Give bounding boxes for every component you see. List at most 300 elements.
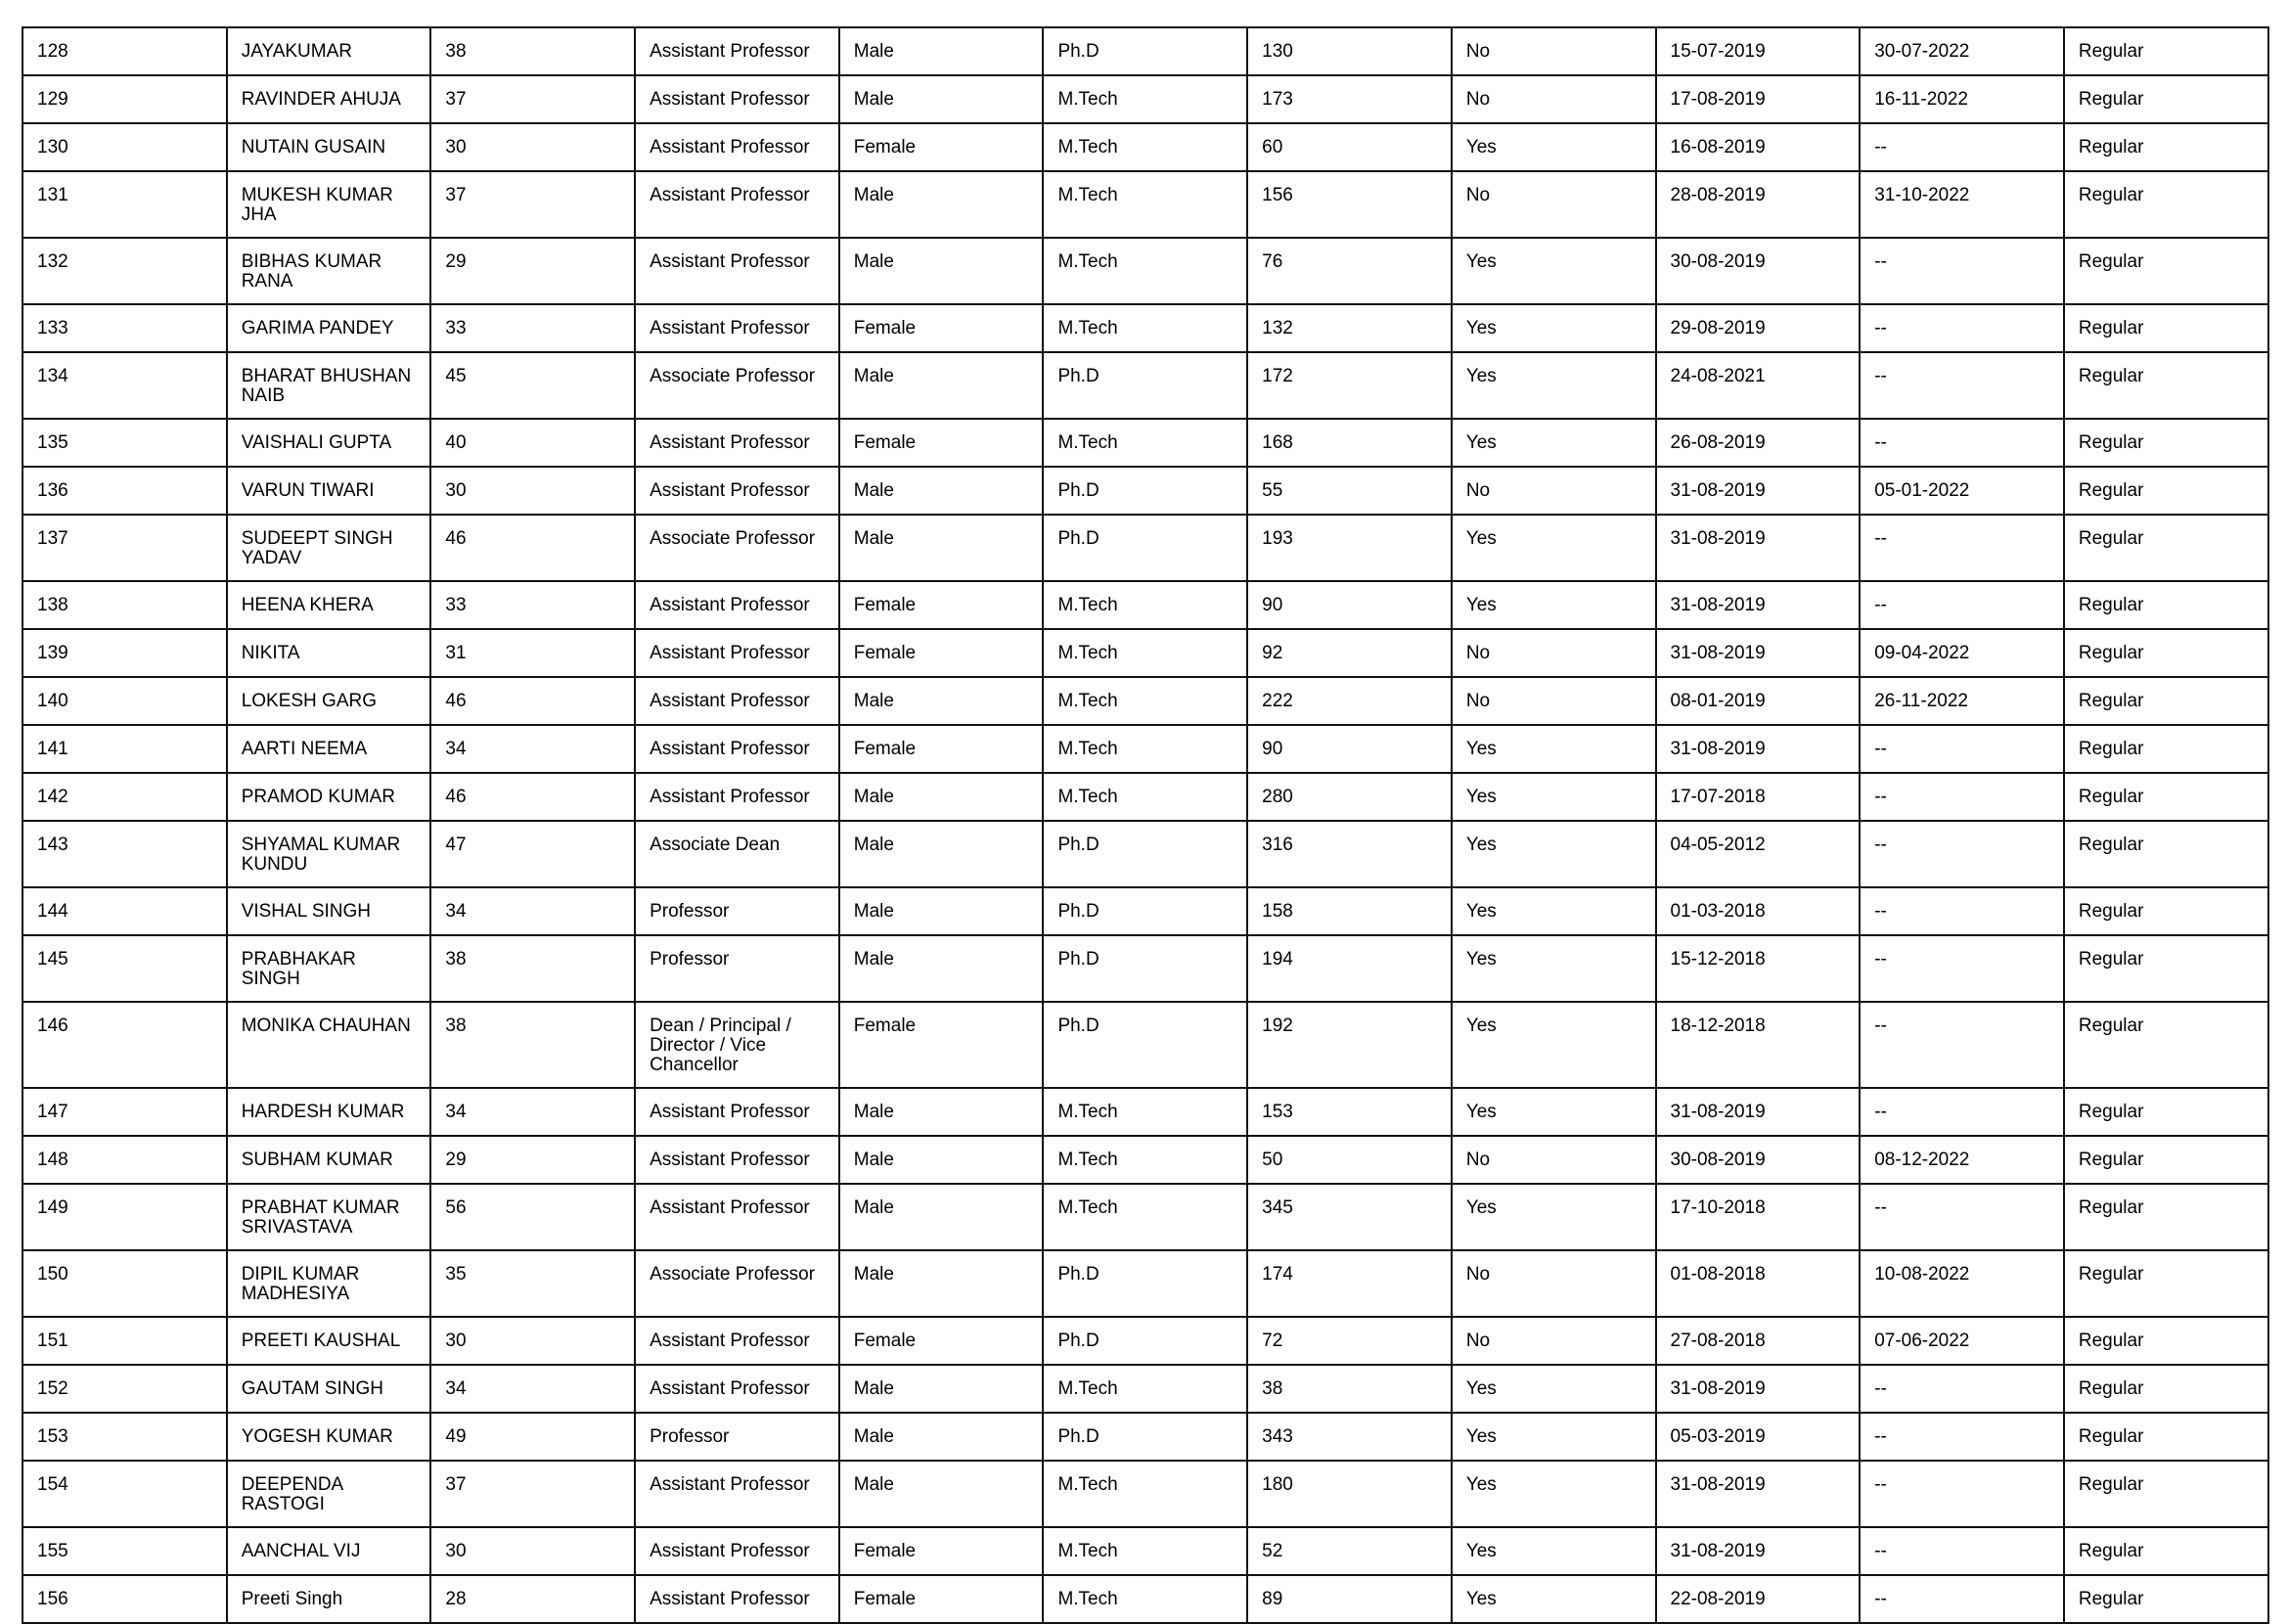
- leaving-date-cell: 30-07-2022: [1860, 27, 2064, 75]
- faculty-name-cell: VISHAL SINGH: [227, 887, 431, 935]
- table-row: [22, 1461, 2268, 1527]
- currently-working-cell: Yes: [1452, 1413, 1656, 1461]
- currently-working-cell: Yes: [1452, 1461, 1656, 1527]
- table-row: [22, 1575, 2268, 1623]
- experience-months-cell: 60: [1247, 123, 1452, 171]
- leaving-date-cell: --: [1860, 935, 2064, 1002]
- age-cell: 33: [430, 581, 635, 629]
- faculty-name-cell: MUKESH KUMAR JHA: [227, 171, 431, 238]
- faculty-name-cell: GAUTAM SINGH: [227, 1365, 431, 1413]
- experience-months-cell: 168: [1247, 419, 1452, 467]
- table-row: [22, 304, 2268, 352]
- experience-months-cell: 89: [1247, 1575, 1452, 1623]
- gender-cell: Female: [839, 1527, 1044, 1575]
- experience-months-cell: 90: [1247, 581, 1452, 629]
- faculty-name-cell: DIPIL KUMAR MADHESIYA: [227, 1250, 431, 1317]
- serial-number-cell: 137: [22, 515, 227, 581]
- nature-of-association-cell: Regular: [2064, 123, 2268, 171]
- table-row: [22, 238, 2268, 304]
- experience-months-cell: 194: [1247, 935, 1452, 1002]
- table-row: [22, 725, 2268, 773]
- qualification-cell: M.Tech: [1043, 304, 1247, 352]
- table-row: [22, 821, 2268, 887]
- qualification-cell: M.Tech: [1043, 581, 1247, 629]
- gender-cell: Male: [839, 1250, 1044, 1317]
- serial-number-cell: 155: [22, 1527, 227, 1575]
- table-row: [22, 629, 2268, 677]
- nature-of-association-cell: Regular: [2064, 304, 2268, 352]
- leaving-date-cell: --: [1860, 887, 2064, 935]
- joining-date-cell: 31-08-2019: [1656, 725, 1861, 773]
- designation-cell: Associate Dean: [635, 821, 839, 887]
- gender-cell: Female: [839, 581, 1044, 629]
- experience-months-cell: 38: [1247, 1365, 1452, 1413]
- table-row: [22, 1088, 2268, 1136]
- designation-cell: Assistant Professor: [635, 75, 839, 123]
- qualification-cell: M.Tech: [1043, 1527, 1247, 1575]
- designation-cell: Assistant Professor: [635, 725, 839, 773]
- currently-working-cell: Yes: [1452, 725, 1656, 773]
- currently-working-cell: No: [1452, 27, 1656, 75]
- serial-number-cell: 135: [22, 419, 227, 467]
- age-cell: 40: [430, 419, 635, 467]
- designation-cell: Assistant Professor: [635, 1365, 839, 1413]
- joining-date-cell: 28-08-2019: [1656, 171, 1861, 238]
- joining-date-cell: 31-08-2019: [1656, 629, 1861, 677]
- nature-of-association-cell: Regular: [2064, 1317, 2268, 1365]
- qualification-cell: M.Tech: [1043, 1136, 1247, 1184]
- nature-of-association-cell: Regular: [2064, 1136, 2268, 1184]
- gender-cell: Male: [839, 1461, 1044, 1527]
- leaving-date-cell: 05-01-2022: [1860, 467, 2064, 515]
- joining-date-cell: 27-08-2018: [1656, 1317, 1861, 1365]
- age-cell: 34: [430, 1365, 635, 1413]
- nature-of-association-cell: Regular: [2064, 1250, 2268, 1317]
- designation-cell: Assistant Professor: [635, 123, 839, 171]
- table-row: [22, 1002, 2268, 1088]
- leaving-date-cell: 26-11-2022: [1860, 677, 2064, 725]
- designation-cell: Assistant Professor: [635, 419, 839, 467]
- age-cell: 31: [430, 629, 635, 677]
- gender-cell: Female: [839, 304, 1044, 352]
- serial-number-cell: 153: [22, 1413, 227, 1461]
- currently-working-cell: Yes: [1452, 515, 1656, 581]
- experience-months-cell: 90: [1247, 725, 1452, 773]
- designation-cell: Professor: [635, 1413, 839, 1461]
- nature-of-association-cell: Regular: [2064, 581, 2268, 629]
- designation-cell: Dean / Principal / Director / Vice Chancellor: [635, 1002, 839, 1088]
- qualification-cell: M.Tech: [1043, 1184, 1247, 1250]
- currently-working-cell: Yes: [1452, 304, 1656, 352]
- serial-number-cell: 128: [22, 27, 227, 75]
- currently-working-cell: No: [1452, 1250, 1656, 1317]
- nature-of-association-cell: Regular: [2064, 467, 2268, 515]
- gender-cell: Female: [839, 1317, 1044, 1365]
- currently-working-cell: No: [1452, 467, 1656, 515]
- age-cell: 35: [430, 1250, 635, 1317]
- gender-cell: Female: [839, 123, 1044, 171]
- qualification-cell: M.Tech: [1043, 677, 1247, 725]
- nature-of-association-cell: Regular: [2064, 515, 2268, 581]
- experience-months-cell: 172: [1247, 352, 1452, 419]
- leaving-date-cell: --: [1860, 238, 2064, 304]
- designation-cell: Assistant Professor: [635, 581, 839, 629]
- serial-number-cell: 149: [22, 1184, 227, 1250]
- experience-months-cell: 345: [1247, 1184, 1452, 1250]
- qualification-cell: Ph.D: [1043, 1250, 1247, 1317]
- qualification-cell: M.Tech: [1043, 1461, 1247, 1527]
- table-row: [22, 1365, 2268, 1413]
- gender-cell: Male: [839, 171, 1044, 238]
- table-row: [22, 75, 2268, 123]
- designation-cell: Professor: [635, 935, 839, 1002]
- faculty-table-body: [22, 27, 2268, 1623]
- experience-months-cell: 55: [1247, 467, 1452, 515]
- joining-date-cell: 22-08-2019: [1656, 1575, 1861, 1623]
- leaving-date-cell: --: [1860, 1461, 2064, 1527]
- designation-cell: Assistant Professor: [635, 773, 839, 821]
- qualification-cell: Ph.D: [1043, 1002, 1247, 1088]
- age-cell: 38: [430, 935, 635, 1002]
- experience-months-cell: 173: [1247, 75, 1452, 123]
- qualification-cell: Ph.D: [1043, 935, 1247, 1002]
- serial-number-cell: 156: [22, 1575, 227, 1623]
- serial-number-cell: 134: [22, 352, 227, 419]
- nature-of-association-cell: Regular: [2064, 1184, 2268, 1250]
- currently-working-cell: Yes: [1452, 238, 1656, 304]
- leaving-date-cell: --: [1860, 773, 2064, 821]
- nature-of-association-cell: Regular: [2064, 419, 2268, 467]
- qualification-cell: M.Tech: [1043, 629, 1247, 677]
- nature-of-association-cell: Regular: [2064, 352, 2268, 419]
- currently-working-cell: Yes: [1452, 773, 1656, 821]
- faculty-name-cell: LOKESH GARG: [227, 677, 431, 725]
- currently-working-cell: No: [1452, 629, 1656, 677]
- faculty-name-cell: AANCHAL VIJ: [227, 1527, 431, 1575]
- currently-working-cell: Yes: [1452, 1365, 1656, 1413]
- qualification-cell: Ph.D: [1043, 1413, 1247, 1461]
- faculty-name-cell: HARDESH KUMAR: [227, 1088, 431, 1136]
- serial-number-cell: 148: [22, 1136, 227, 1184]
- leaving-date-cell: --: [1860, 1575, 2064, 1623]
- serial-number-cell: 131: [22, 171, 227, 238]
- joining-date-cell: 01-08-2018: [1656, 1250, 1861, 1317]
- nature-of-association-cell: Regular: [2064, 773, 2268, 821]
- faculty-name-cell: SHYAMAL KUMAR KUNDU: [227, 821, 431, 887]
- currently-working-cell: Yes: [1452, 1184, 1656, 1250]
- qualification-cell: Ph.D: [1043, 821, 1247, 887]
- age-cell: 30: [430, 1317, 635, 1365]
- qualification-cell: Ph.D: [1043, 467, 1247, 515]
- joining-date-cell: 17-10-2018: [1656, 1184, 1861, 1250]
- joining-date-cell: 31-08-2019: [1656, 1365, 1861, 1413]
- age-cell: 38: [430, 1002, 635, 1088]
- nature-of-association-cell: Regular: [2064, 887, 2268, 935]
- currently-working-cell: Yes: [1452, 887, 1656, 935]
- currently-working-cell: Yes: [1452, 821, 1656, 887]
- leaving-date-cell: --: [1860, 1184, 2064, 1250]
- faculty-name-cell: BIBHAS KUMAR RANA: [227, 238, 431, 304]
- table-row: [22, 935, 2268, 1002]
- serial-number-cell: 142: [22, 773, 227, 821]
- experience-months-cell: 343: [1247, 1413, 1452, 1461]
- qualification-cell: M.Tech: [1043, 1575, 1247, 1623]
- age-cell: 28: [430, 1575, 635, 1623]
- joining-date-cell: 08-01-2019: [1656, 677, 1861, 725]
- table-row: [22, 1250, 2268, 1317]
- nature-of-association-cell: Regular: [2064, 1365, 2268, 1413]
- gender-cell: Female: [839, 1002, 1044, 1088]
- nature-of-association-cell: Regular: [2064, 935, 2268, 1002]
- gender-cell: Male: [839, 1136, 1044, 1184]
- currently-working-cell: Yes: [1452, 1527, 1656, 1575]
- experience-months-cell: 316: [1247, 821, 1452, 887]
- age-cell: 29: [430, 1136, 635, 1184]
- leaving-date-cell: 10-08-2022: [1860, 1250, 2064, 1317]
- qualification-cell: M.Tech: [1043, 725, 1247, 773]
- nature-of-association-cell: Regular: [2064, 1527, 2268, 1575]
- designation-cell: Assistant Professor: [635, 1575, 839, 1623]
- table-row: [22, 581, 2268, 629]
- faculty-name-cell: NUTAIN GUSAIN: [227, 123, 431, 171]
- gender-cell: Female: [839, 419, 1044, 467]
- gender-cell: Male: [839, 1184, 1044, 1250]
- joining-date-cell: 29-08-2019: [1656, 304, 1861, 352]
- joining-date-cell: 15-12-2018: [1656, 935, 1861, 1002]
- designation-cell: Assistant Professor: [635, 27, 839, 75]
- gender-cell: Male: [839, 1088, 1044, 1136]
- table-row: [22, 1413, 2268, 1461]
- qualification-cell: Ph.D: [1043, 515, 1247, 581]
- age-cell: 37: [430, 171, 635, 238]
- serial-number-cell: 154: [22, 1461, 227, 1527]
- gender-cell: Male: [839, 935, 1044, 1002]
- table-row: [22, 1527, 2268, 1575]
- currently-working-cell: No: [1452, 75, 1656, 123]
- gender-cell: Male: [839, 1365, 1044, 1413]
- qualification-cell: M.Tech: [1043, 238, 1247, 304]
- serial-number-cell: 136: [22, 467, 227, 515]
- age-cell: 30: [430, 467, 635, 515]
- joining-date-cell: 31-08-2019: [1656, 467, 1861, 515]
- age-cell: 34: [430, 1088, 635, 1136]
- nature-of-association-cell: Regular: [2064, 821, 2268, 887]
- joining-date-cell: 15-07-2019: [1656, 27, 1861, 75]
- age-cell: 46: [430, 515, 635, 581]
- faculty-name-cell: SUBHAM KUMAR: [227, 1136, 431, 1184]
- qualification-cell: M.Tech: [1043, 1365, 1247, 1413]
- age-cell: 46: [430, 773, 635, 821]
- currently-working-cell: Yes: [1452, 935, 1656, 1002]
- nature-of-association-cell: Regular: [2064, 75, 2268, 123]
- faculty-name-cell: JAYAKUMAR: [227, 27, 431, 75]
- leaving-date-cell: 31-10-2022: [1860, 171, 2064, 238]
- leaving-date-cell: --: [1860, 1527, 2064, 1575]
- faculty-name-cell: VAISHALI GUPTA: [227, 419, 431, 467]
- designation-cell: Assistant Professor: [635, 1461, 839, 1527]
- joining-date-cell: 17-08-2019: [1656, 75, 1861, 123]
- table-row: [22, 352, 2268, 419]
- currently-working-cell: No: [1452, 1136, 1656, 1184]
- leaving-date-cell: --: [1860, 821, 2064, 887]
- serial-number-cell: 145: [22, 935, 227, 1002]
- nature-of-association-cell: Regular: [2064, 1413, 2268, 1461]
- serial-number-cell: 130: [22, 123, 227, 171]
- faculty-name-cell: PRABHAKAR SINGH: [227, 935, 431, 1002]
- table-row: [22, 1184, 2268, 1250]
- leaving-date-cell: 09-04-2022: [1860, 629, 2064, 677]
- experience-months-cell: 192: [1247, 1002, 1452, 1088]
- nature-of-association-cell: Regular: [2064, 1575, 2268, 1623]
- table-row: [22, 171, 2268, 238]
- leaving-date-cell: --: [1860, 581, 2064, 629]
- faculty-name-cell: AARTI NEEMA: [227, 725, 431, 773]
- gender-cell: Female: [839, 725, 1044, 773]
- serial-number-cell: 138: [22, 581, 227, 629]
- leaving-date-cell: --: [1860, 1088, 2064, 1136]
- experience-months-cell: 174: [1247, 1250, 1452, 1317]
- serial-number-cell: 146: [22, 1002, 227, 1088]
- currently-working-cell: No: [1452, 1317, 1656, 1365]
- nature-of-association-cell: Regular: [2064, 238, 2268, 304]
- designation-cell: Associate Professor: [635, 1250, 839, 1317]
- faculty-name-cell: GARIMA PANDEY: [227, 304, 431, 352]
- joining-date-cell: 24-08-2021: [1656, 352, 1861, 419]
- age-cell: 56: [430, 1184, 635, 1250]
- currently-working-cell: Yes: [1452, 419, 1656, 467]
- faculty-name-cell: SUDEEPT SINGH YADAV: [227, 515, 431, 581]
- qualification-cell: M.Tech: [1043, 419, 1247, 467]
- age-cell: 46: [430, 677, 635, 725]
- joining-date-cell: 04-05-2012: [1656, 821, 1861, 887]
- designation-cell: Assistant Professor: [635, 467, 839, 515]
- gender-cell: Male: [839, 352, 1044, 419]
- serial-number-cell: 151: [22, 1317, 227, 1365]
- joining-date-cell: 01-03-2018: [1656, 887, 1861, 935]
- qualification-cell: M.Tech: [1043, 1088, 1247, 1136]
- gender-cell: Male: [839, 887, 1044, 935]
- experience-months-cell: 50: [1247, 1136, 1452, 1184]
- leaving-date-cell: --: [1860, 725, 2064, 773]
- gender-cell: Male: [839, 677, 1044, 725]
- nature-of-association-cell: Regular: [2064, 171, 2268, 238]
- gender-cell: Male: [839, 75, 1044, 123]
- qualification-cell: M.Tech: [1043, 75, 1247, 123]
- serial-number-cell: 139: [22, 629, 227, 677]
- age-cell: 30: [430, 1527, 635, 1575]
- experience-months-cell: 92: [1247, 629, 1452, 677]
- table-row: [22, 887, 2268, 935]
- designation-cell: Assistant Professor: [635, 677, 839, 725]
- nature-of-association-cell: Regular: [2064, 629, 2268, 677]
- serial-number-cell: 140: [22, 677, 227, 725]
- age-cell: 37: [430, 1461, 635, 1527]
- joining-date-cell: 17-07-2018: [1656, 773, 1861, 821]
- table-row: [22, 677, 2268, 725]
- leaving-date-cell: 07-06-2022: [1860, 1317, 2064, 1365]
- table-row: [22, 1317, 2268, 1365]
- age-cell: 34: [430, 725, 635, 773]
- experience-months-cell: 156: [1247, 171, 1452, 238]
- leaving-date-cell: --: [1860, 1002, 2064, 1088]
- age-cell: 30: [430, 123, 635, 171]
- experience-months-cell: 193: [1247, 515, 1452, 581]
- table-row: [22, 1136, 2268, 1184]
- currently-working-cell: No: [1452, 677, 1656, 725]
- faculty-name-cell: PRAMOD KUMAR: [227, 773, 431, 821]
- table-row: [22, 123, 2268, 171]
- faculty-name-cell: MONIKA CHAUHAN: [227, 1002, 431, 1088]
- leaving-date-cell: 08-12-2022: [1860, 1136, 2064, 1184]
- faculty-name-cell: HEENA KHERA: [227, 581, 431, 629]
- gender-cell: Male: [839, 467, 1044, 515]
- currently-working-cell: Yes: [1452, 1088, 1656, 1136]
- leaving-date-cell: --: [1860, 1365, 2064, 1413]
- designation-cell: Assistant Professor: [635, 1184, 839, 1250]
- nature-of-association-cell: Regular: [2064, 1002, 2268, 1088]
- leaving-date-cell: --: [1860, 515, 2064, 581]
- gender-cell: Male: [839, 773, 1044, 821]
- table-row: [22, 419, 2268, 467]
- age-cell: 34: [430, 887, 635, 935]
- currently-working-cell: Yes: [1452, 581, 1656, 629]
- serial-number-cell: 133: [22, 304, 227, 352]
- gender-cell: Female: [839, 1575, 1044, 1623]
- nature-of-association-cell: Regular: [2064, 1461, 2268, 1527]
- qualification-cell: Ph.D: [1043, 27, 1247, 75]
- qualification-cell: M.Tech: [1043, 171, 1247, 238]
- joining-date-cell: 31-08-2019: [1656, 1461, 1861, 1527]
- experience-months-cell: 130: [1247, 27, 1452, 75]
- table-row: [22, 515, 2268, 581]
- faculty-name-cell: Preeti Singh: [227, 1575, 431, 1623]
- designation-cell: Assistant Professor: [635, 304, 839, 352]
- gender-cell: Male: [839, 515, 1044, 581]
- faculty-name-cell: PRABHAT KUMAR SRIVASTAVA: [227, 1184, 431, 1250]
- qualification-cell: Ph.D: [1043, 887, 1247, 935]
- faculty-name-cell: PREETI KAUSHAL: [227, 1317, 431, 1365]
- qualification-cell: Ph.D: [1043, 1317, 1247, 1365]
- age-cell: 49: [430, 1413, 635, 1461]
- experience-months-cell: 76: [1247, 238, 1452, 304]
- age-cell: 47: [430, 821, 635, 887]
- designation-cell: Assistant Professor: [635, 171, 839, 238]
- experience-months-cell: 132: [1247, 304, 1452, 352]
- leaving-date-cell: --: [1860, 352, 2064, 419]
- leaving-date-cell: --: [1860, 419, 2064, 467]
- gender-cell: Female: [839, 629, 1044, 677]
- faculty-name-cell: BHARAT BHUSHAN NAIB: [227, 352, 431, 419]
- nature-of-association-cell: Regular: [2064, 725, 2268, 773]
- joining-date-cell: 30-08-2019: [1656, 1136, 1861, 1184]
- gender-cell: Male: [839, 1413, 1044, 1461]
- qualification-cell: M.Tech: [1043, 773, 1247, 821]
- faculty-table: [22, 26, 2269, 1624]
- qualification-cell: Ph.D: [1043, 352, 1247, 419]
- joining-date-cell: 05-03-2019: [1656, 1413, 1861, 1461]
- serial-number-cell: 152: [22, 1365, 227, 1413]
- nature-of-association-cell: Regular: [2064, 677, 2268, 725]
- gender-cell: Male: [839, 238, 1044, 304]
- age-cell: 33: [430, 304, 635, 352]
- faculty-name-cell: NIKITA: [227, 629, 431, 677]
- serial-number-cell: 141: [22, 725, 227, 773]
- joining-date-cell: 30-08-2019: [1656, 238, 1861, 304]
- designation-cell: Assistant Professor: [635, 238, 839, 304]
- currently-working-cell: Yes: [1452, 1002, 1656, 1088]
- serial-number-cell: 150: [22, 1250, 227, 1317]
- leaving-date-cell: --: [1860, 1413, 2064, 1461]
